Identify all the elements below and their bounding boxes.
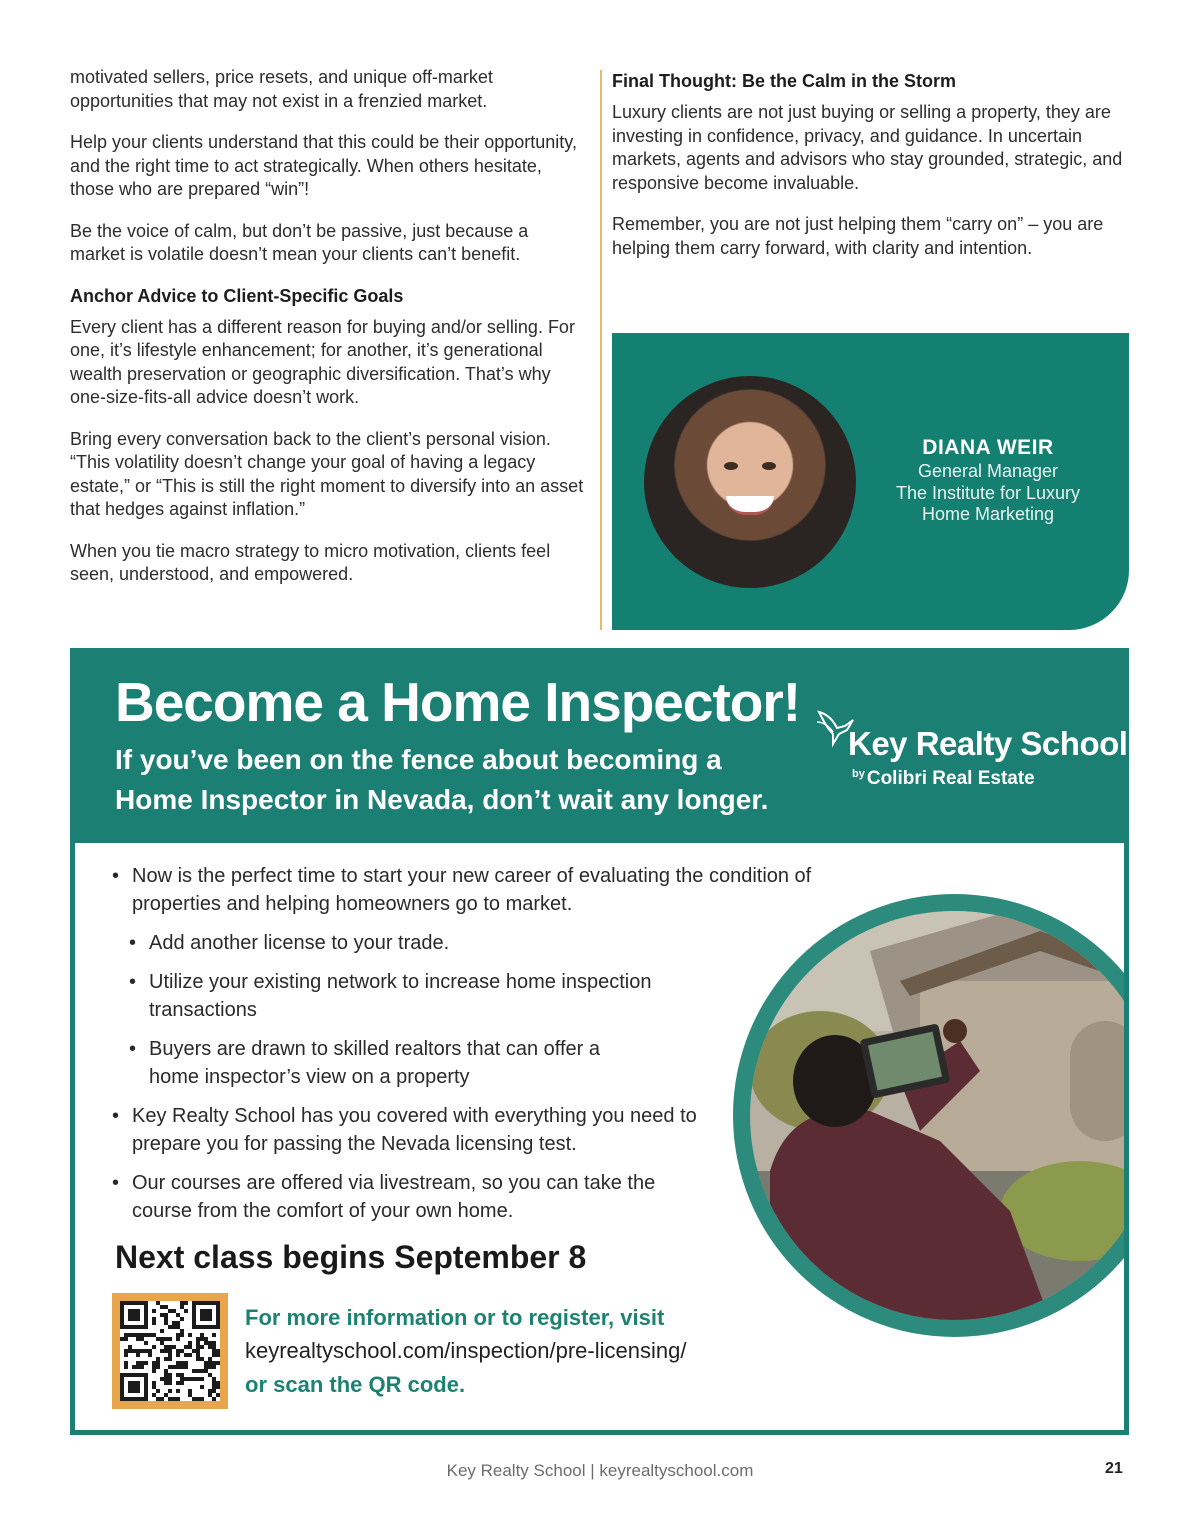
qr-module <box>168 1381 172 1385</box>
next-class-heading: Next class begins September 8 <box>115 1239 587 1275</box>
qr-module <box>152 1321 156 1325</box>
qr-module <box>168 1357 172 1361</box>
author-photo-eye <box>762 462 776 470</box>
qr-module <box>212 1365 216 1369</box>
qr-module <box>124 1365 128 1369</box>
qr-module <box>168 1337 172 1341</box>
qr-module <box>188 1353 192 1357</box>
qr-module <box>184 1301 188 1305</box>
section-heading-final-thought: Final Thought: Be the Calm in the Storm <box>612 71 956 91</box>
qr-module <box>168 1389 172 1393</box>
ad-title: Become a Home Inspector! <box>115 671 801 733</box>
qr-module <box>216 1385 220 1389</box>
qr-module <box>148 1353 152 1357</box>
list-item: • Key Realty School has you covered with everything you need to prepare you for passing the Nevada licensing test. <box>112 1102 732 1158</box>
qr-module <box>188 1333 192 1337</box>
article-left-column <box>70 66 585 605</box>
qr-module <box>124 1337 128 1341</box>
ad-frame-right-edge <box>1124 848 1129 1430</box>
author-photo-eye <box>724 462 738 470</box>
inspector-photo-illustration <box>750 911 1159 1320</box>
qr-module <box>200 1385 204 1389</box>
ad-subtitle-line-1: If you’ve been on the fence about becoming a <box>115 744 722 775</box>
article-paragraph: Every client has a different reason for buying and/or selling. For one, it’s lifestyle enhancement; for another, it’s generational wealth preservation or geographic diversification. That’s why one-size-fits-all advice doesn’t work. <box>70 316 575 407</box>
article-paragraph: Help your clients understand that this could be their opportunity, and the right time to act strategically. When others hesitate, those who are prepared “win”! <box>70 132 577 199</box>
inspector-photo <box>750 911 1159 1320</box>
list-item: • Buyers are drawn to skilled realtors that can offer a home inspector’s view on a property <box>129 1035 639 1091</box>
qr-module <box>180 1381 184 1385</box>
qr-module <box>152 1369 156 1373</box>
author-photo-smile <box>726 496 774 515</box>
logo-by: by <box>852 768 865 780</box>
article-paragraph: Bring every conversation back to the client’s personal vision. “This volatility doesn’t change your goal of having a legacy estate,” or “This is still the right moment to diversify into an asset that hedges against inflation.” <box>70 428 584 519</box>
qr-module <box>156 1365 160 1369</box>
page-footer: Key Realty School | keyrealtyschool.com <box>446 1461 754 1480</box>
qr-code[interactable] <box>120 1301 220 1401</box>
article-paragraph: When you tie macro strategy to micro motivation, clients feel seen, understood, and empowered. <box>70 540 551 584</box>
qr-module <box>156 1389 160 1393</box>
qr-module <box>176 1353 180 1357</box>
qr-module <box>176 1337 180 1341</box>
page-margin <box>1129 848 1200 1428</box>
qr-module <box>216 1353 220 1357</box>
author-photo <box>644 376 856 588</box>
article-right-column <box>612 70 1132 278</box>
qr-module <box>216 1393 220 1397</box>
qr-code-frame <box>112 1293 228 1409</box>
qr-module <box>180 1317 184 1321</box>
logo-company-name: Colibri Real Estate <box>866 768 1035 789</box>
column-divider <box>600 70 602 630</box>
author-org-line-2: Home Marketing <box>921 504 1055 524</box>
logo-company <box>852 768 1035 790</box>
qr-module <box>200 1377 204 1381</box>
register-link[interactable]: keyrealtyschool.com/inspection/pre-licensing/ <box>245 1338 687 1363</box>
qr-module <box>200 1397 204 1401</box>
section-heading-anchor-advice: Anchor Advice to Client-Specific Goals <box>70 285 404 306</box>
qr-module <box>184 1365 188 1369</box>
ad-subtitle-line-2: Home Inspector in Nevada, don’t wait any longer. <box>115 784 769 815</box>
ad-bullet-list <box>112 862 832 1236</box>
article-paragraph: Remember, you are not just helping them “carry on” – you are helping them carry forward, with clarity and intention. <box>612 214 1104 258</box>
page-number: 21 <box>1105 1460 1123 1477</box>
qr-module <box>200 1345 204 1349</box>
qr-module <box>160 1329 164 1333</box>
scan-qr-line: or scan the QR code. <box>245 1372 466 1397</box>
qr-finder-pattern <box>200 1309 212 1321</box>
qr-module <box>136 1353 140 1357</box>
qr-module <box>176 1397 180 1401</box>
qr-finder-pattern <box>128 1381 140 1393</box>
qr-module <box>124 1353 128 1357</box>
list-item: • Now is the perfect time to start your new career of evaluating the condition of properties and helping homeowners go to market. <box>112 862 832 918</box>
qr-module <box>152 1345 156 1349</box>
author-title: General Manager <box>917 461 1059 481</box>
article-paragraph: Be the voice of calm, but don’t be passive, just because a market is volatile doesn’t mean your clients can’t benefit. <box>70 220 529 264</box>
register-info-line: For more information or to register, visit <box>245 1305 665 1330</box>
qr-module <box>144 1361 148 1365</box>
qr-module <box>176 1389 180 1393</box>
author-name: DIANA WEIR <box>922 436 1054 459</box>
qr-module <box>180 1333 184 1337</box>
list-item: • Our courses are offered via livestream, so you can take the course from the comfort of your own home. <box>112 1169 662 1225</box>
list-item: • Utilize your existing network to increase home inspection transactions <box>129 968 689 1024</box>
qr-module <box>144 1341 148 1345</box>
qr-module <box>160 1397 164 1401</box>
qr-module <box>184 1309 188 1313</box>
qr-module <box>152 1309 156 1313</box>
qr-module <box>212 1397 216 1401</box>
qr-module <box>216 1361 220 1365</box>
logo-name: Key Realty School <box>848 725 1128 762</box>
qr-finder-pattern <box>128 1309 140 1321</box>
qr-module <box>140 1365 144 1369</box>
list-item: • Add another license to your trade. <box>129 929 832 957</box>
author-org-line-1: The Institute for Luxury <box>895 483 1081 503</box>
article-paragraph: Luxury clients are not just buying or selling a property, they are investing in confidence, privacy, and guidance. In uncertain markets, agents and advisors who stay grounded, strategic, and responsive become invaluable. <box>612 102 1123 193</box>
ad-subtitle <box>115 740 815 820</box>
qr-module <box>212 1333 216 1337</box>
article-paragraph: motivated sellers, price resets, and unique off-market opportunities that may not exist in a frenzied market. <box>70 67 493 111</box>
